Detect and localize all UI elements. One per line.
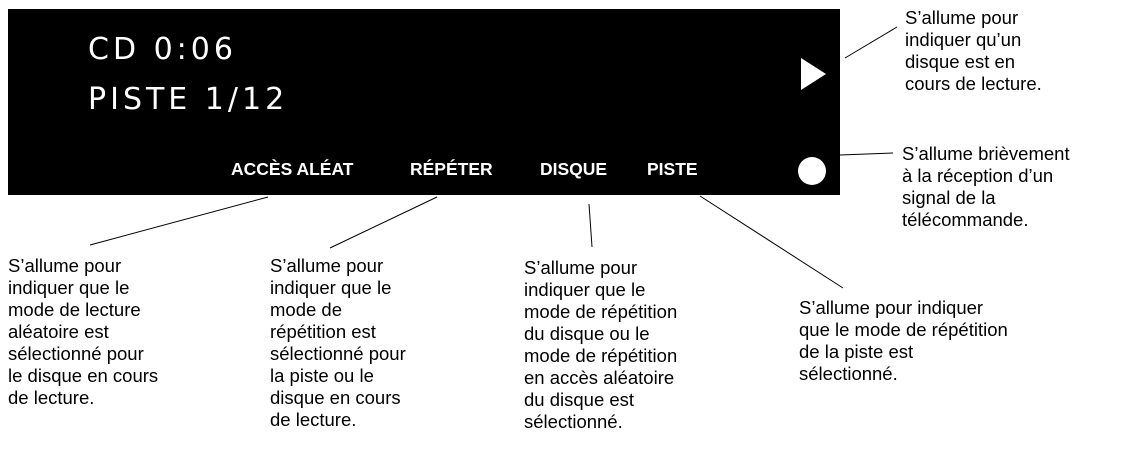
callout-line: S’allume pour <box>8 255 122 276</box>
callout-random <box>8 255 158 409</box>
callout-line: aléatoire est <box>8 321 109 342</box>
callout-line: de la piste est <box>799 341 914 362</box>
indicator-repeat: RÉPÉTER <box>410 159 493 179</box>
callout-play <box>905 7 1042 95</box>
callout-line: de lecture. <box>8 387 95 408</box>
callout-remote <box>902 143 1070 231</box>
leader-line-track <box>700 196 843 288</box>
callout-line: sélectionné pour <box>270 343 406 364</box>
callout-line: à la réception d’un <box>902 165 1054 186</box>
callout-line: mode de <box>270 299 342 320</box>
callout-line: disque est en <box>905 51 1016 72</box>
indicator-disc: DISQUE <box>540 159 608 179</box>
callout-line: la piste ou le <box>270 365 374 386</box>
callout-line: mode de répétition <box>524 301 678 322</box>
indicator-track: PISTE <box>647 159 698 179</box>
callout-line: indiquer que le <box>270 277 392 298</box>
callout-line: indiquer qu’un <box>905 29 1022 50</box>
callout-line: sélectionné pour <box>8 343 144 364</box>
callout-line: mode de lecture <box>8 299 141 320</box>
callout-line: sélectionné. <box>799 363 898 384</box>
callout-line: S’allume brièvement <box>902 143 1070 164</box>
callout-repeat <box>270 255 406 431</box>
leader-line-random <box>90 197 268 245</box>
callout-line: du disque est <box>524 389 635 410</box>
callout-line: S’allume pour <box>270 255 384 276</box>
callout-line: signal de la <box>902 187 996 208</box>
callout-line: en accès aléatoire <box>524 367 675 388</box>
indicator-random: ACCÈS ALÉAT <box>231 159 354 179</box>
callout-line: du disque ou le <box>524 323 650 344</box>
callout-line: télécommande. <box>902 209 1029 230</box>
leader-line-play <box>845 27 897 58</box>
display-track-line: PISTE 1/12 <box>88 82 289 117</box>
leader-line-disc <box>589 204 592 247</box>
callout-line: indiquer que le <box>8 277 130 298</box>
callout-line: cours de lecture. <box>905 73 1042 94</box>
callout-track <box>799 297 1008 385</box>
callout-line: répétition est <box>270 321 376 342</box>
callout-line: disque en cours <box>270 387 401 408</box>
callout-line: de lecture. <box>270 409 357 430</box>
leader-line-repeat <box>330 197 437 248</box>
leader-line-remote <box>840 153 893 155</box>
callout-line: indiquer que le <box>524 279 646 300</box>
callout-line: S’allume pour indiquer <box>799 297 984 318</box>
callout-line: que le mode de répétition <box>799 319 1008 340</box>
callout-disc <box>524 257 677 433</box>
callout-line: S’allume pour <box>524 257 638 278</box>
display-time-line: CD 0:06 <box>88 32 237 67</box>
callout-line: S’allume pour <box>905 7 1019 28</box>
callout-line: mode de répétition <box>524 345 678 366</box>
callout-line: le disque en cours <box>8 365 159 386</box>
callout-line: sélectionné. <box>524 411 623 432</box>
